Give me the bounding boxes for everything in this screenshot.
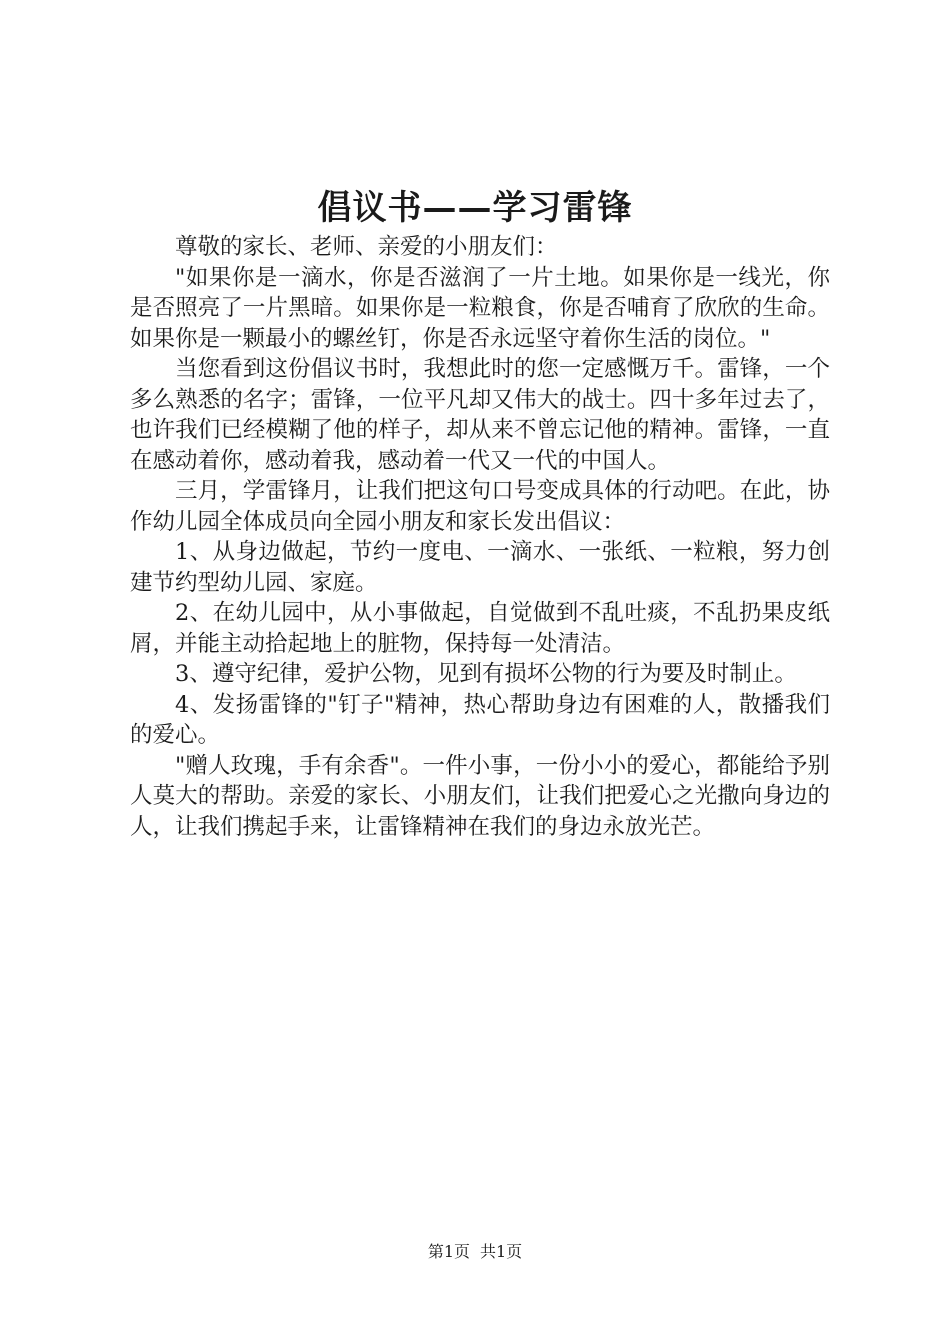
quote-paragraph: "如果你是一滴水，你是否滋润了一片土地。如果你是一线光，你是否照亮了一片黑暗。如果你是一粒粮食，你是否哺育了欣欣的生命。如果你是一颗最小的螺丝钉，你是否永远坚守着你生活的岗位。" — [130, 264, 830, 352]
body-paragraph: 三月，学雷锋月，让我们把这句口号变成具体的行动吧。在此，协作幼儿园全体成员向全园小朋友和家长发出倡议： — [130, 478, 830, 535]
proposal-item: 1、从身边做起，节约一度电、一滴水、一张纸、一粒粮，努力创建节约型幼儿园、家庭。 — [130, 539, 830, 596]
document-body — [130, 232, 830, 842]
body-paragraph: 当您看到这份倡议书时，我想此时的您一定感慨万千。雷锋，一个多么熟悉的名字；雷锋，一位平凡却又伟大的战士。四十多年过去了，也许我们已经模糊了他的样子，却从来不曾忘记他的精神。雷锋，一直在感动着你，感动着我，感动着一代又一代的中国人。 — [130, 356, 830, 474]
page-footer — [0, 1240, 950, 1264]
proposal-item: 2、在幼儿园中，从小事做起，自觉做到不乱吐痰，不乱扔果皮纸屑，并能主动拾起地上的脏物，保持每一处清洁。 — [130, 600, 830, 657]
proposal-item: 4、发扬雷锋的"钉子"精神，热心帮助身边有困难的人，散播我们的爱心。 — [130, 691, 830, 748]
proposal-item: 3、遵守纪律，爱护公物，见到有损坏公物的行为要及时制止。 — [175, 661, 797, 687]
closing-paragraph: "赠人玫瑰，手有余香"。一件小事，一份小小的爱心，都能给予别人莫大的帮助。亲爱的家长、小朋友们，让我们把爱心之光撒向身边的人，让我们携起手来，让雷锋精神在我们的身边永放光芒。 — [130, 752, 830, 840]
page-total: 共1页 — [480, 1242, 523, 1261]
salutation-paragraph: 尊敬的家长、老师、亲爱的小朋友们： — [175, 234, 558, 260]
document-title: 倡议书——学习雷锋 — [317, 188, 633, 228]
page-number: 第1页 — [427, 1242, 470, 1261]
